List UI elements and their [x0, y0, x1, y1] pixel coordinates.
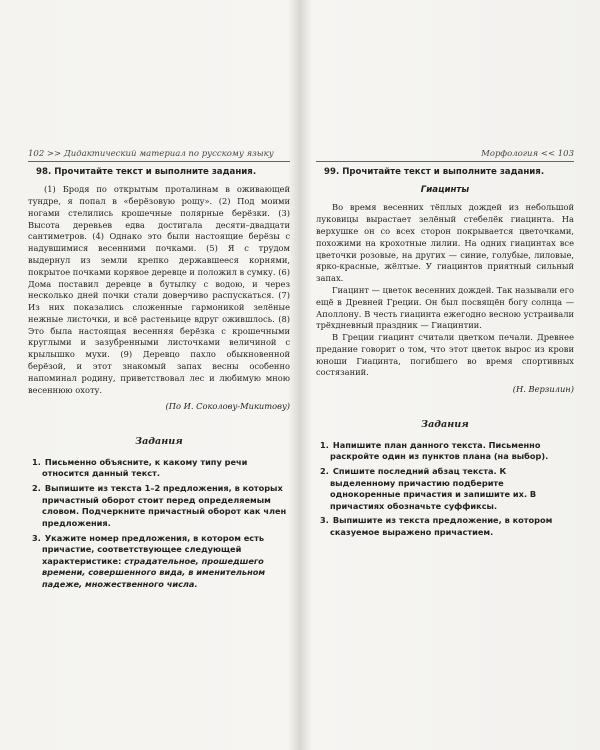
right-task-1: 1. Напишите план данного текста. Письменно раскройте один из пунктов плана (на выбор).	[320, 439, 549, 462]
right-task-list	[316, 440, 574, 539]
left-task-3: 3. Укажите номер предложения, в котором есть причастие, соответствующее следующей характеристике: страдательное, прошедшего времени, совершенного вида, в именительном падеже, множественного числа.	[32, 532, 266, 590]
exercise-99-paragraph: В Греции гиацинт считали цветком печали. Древнее предание говорит о том, что этот цветок вырос из крови юноши Гиацинта, погибшего во время спортивных состязаний.	[316, 332, 574, 378]
right-task-2: 2. Спишите последний абзац текста. К выделенному причастию подберите однокоренные причастия и запишите их. В причастиях обозначьте суффиксы.	[320, 465, 537, 511]
exercise-99-source: (Н. Верзилин)	[512, 384, 574, 395]
left-task-list	[28, 457, 290, 591]
exercise-98-source: (По И. Соколову-Микитову)	[165, 401, 290, 412]
exercise-99-title: 99. Прочитайте текст и выполните задания.	[324, 167, 545, 178]
left-task-2: 2. Выпишите из текста 1–2 предложения, в которых причастный оборот стоит перед определяемым словом. Подчеркните причастный оборот как член предложения.	[32, 483, 287, 528]
exercise-98-title: 98. Прочитайте текст и выполните задания.	[36, 167, 257, 178]
right-running-header: Морфология << 103	[316, 148, 574, 162]
left-page	[28, 148, 290, 594]
left-running-header: 102 >> Дидактический материал по русскому языку	[28, 148, 290, 162]
exercise-99-subtitle: Гиацинты	[420, 185, 470, 196]
right-tasks-title: Задания	[421, 418, 469, 430]
right-page	[316, 148, 574, 542]
exercise-98-text: (1) Бродя по открытым проталинам в оживающей тундре, я попал в «берёзовую рощу». (2) Под моими ногами стелились крошечные полярные берёзки. (3) Высота деревьев едва достигала десяти–двадцати сантиметров. (4) Однако это были настоящие берёзы с надувшимися весенними почками. (5) Я с трудом выдернул из земли крепко державшееся корнями, покрытое почками корявое деревце и положил в сумку. (6) Дома поставил деревце в бутылку с водою, и через несколько дней почки стали доверчиво распускаться. (7) Из них показались сложенные гармоникой зелёные нежные листочки, и всё растеньице вдруг ожившлось. (8) Это была настоящая весенняя берёзка с крошечными круглыми и зазубренными листочками величиной с крылышко мухи. (9) Деревцо пахло обыкновенной берёзой, и этот знакомый запах весны особенно напоминал родину, приветствовал лес и любимую мною весеннюю охоту.	[28, 184, 290, 395]
left-task-1: 1. Письменно объясните, к какому типу речи относится данный текст.	[32, 456, 248, 479]
exercise-99-paragraph: Гиацинт — цветок весенних дождей. Так называли его ещё в Древней Греции. Он был посвящён богу солнца — Аполлону. В честь гиацинта ежегодно весною устраивали трёхдневный праздник — Гиацинтии.	[316, 284, 574, 331]
left-tasks-title: Задания	[135, 436, 183, 448]
exercise-99-paragraph: Во время весенних тёплых дождей из небольшой луковицы вырастает зелёный стебелёк гиацинта. На верхушке он со всех сторон покрывается цветочками, похожими на крохотные лилии. На одних гиацинтах все цветочки розовые, на других — синие, голубые, лиловые, ярко-красные, жёлтые. У гиацинтов приятный сильный запах.	[316, 202, 574, 284]
right-task-3: 3. Выпишите из текста предложение, в котором сказуемое выражено причастием.	[320, 515, 553, 538]
